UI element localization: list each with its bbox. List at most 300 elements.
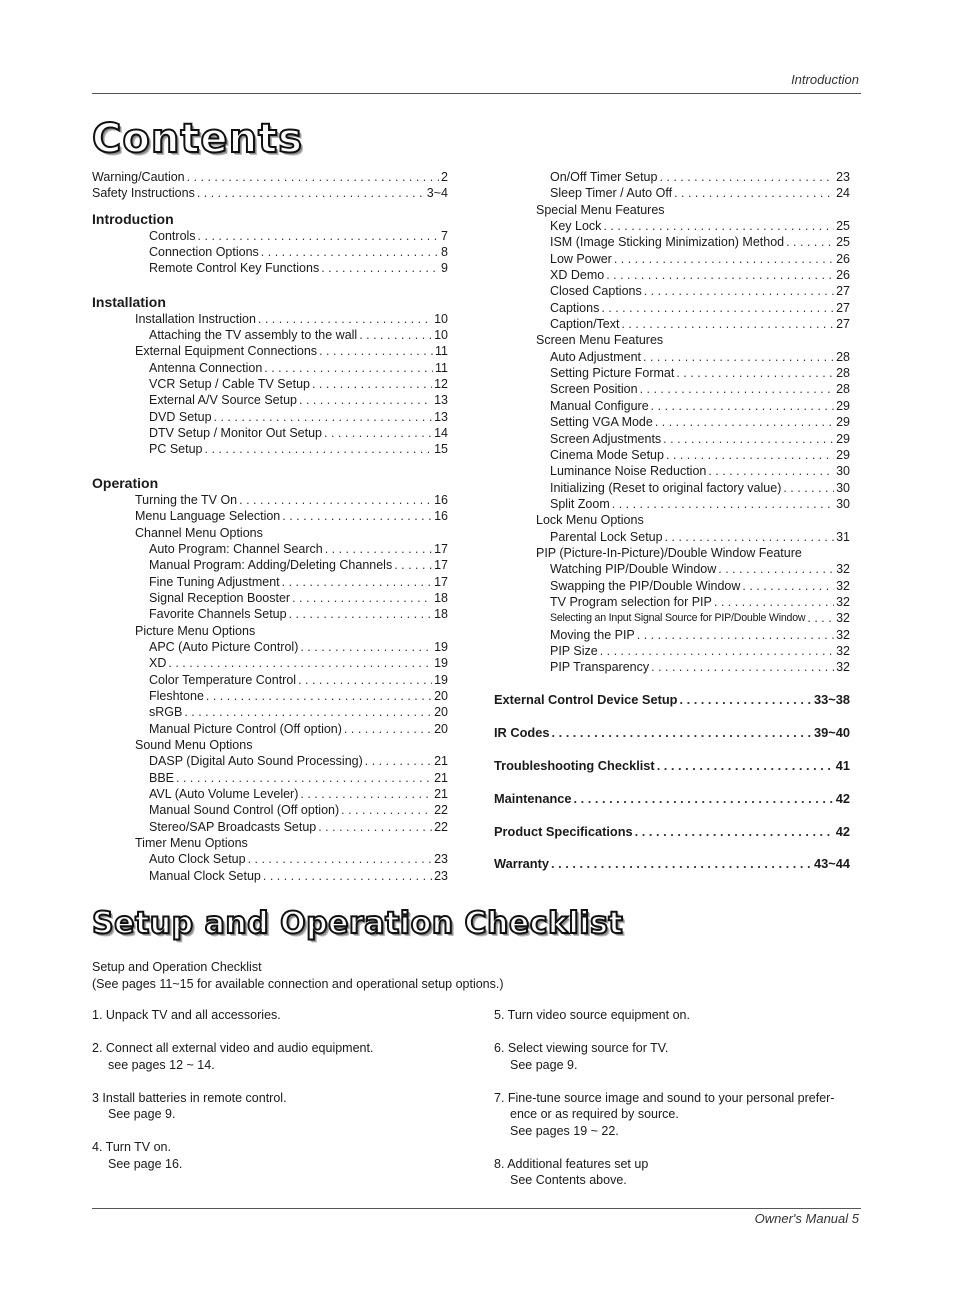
toc-entry: [494, 480, 850, 496]
dot-leader: [312, 376, 432, 392]
checklist-step-text: 2. Connect all external video and audio equipment.: [92, 1041, 374, 1055]
dot-leader: [198, 228, 440, 244]
toc-main-section: [494, 758, 850, 774]
toc-entry: [92, 541, 448, 557]
toc-entry: [92, 525, 448, 541]
toc-entry: [494, 349, 850, 365]
dot-leader: [651, 659, 834, 675]
dot-leader: [324, 425, 432, 441]
toc-entry-page: 28: [836, 382, 850, 397]
dot-leader: [282, 574, 432, 590]
toc-entry: [92, 343, 448, 359]
dot-leader: [298, 672, 432, 688]
toc-entry-page: 27: [836, 317, 850, 332]
dot-leader: [300, 639, 432, 655]
toc-entry-page: 15: [434, 442, 448, 457]
toc-entry-label: Menu Language Selection: [135, 509, 281, 524]
dot-leader: [282, 508, 432, 524]
toc-entry-page: 28: [836, 366, 850, 381]
dot-leader: [214, 409, 433, 425]
toc-entry-label: Picture Menu Options: [135, 623, 256, 638]
toc-entry-page: 29: [836, 415, 850, 430]
toc-entry-label: Parental Lock Setup: [550, 529, 663, 544]
toc-entry-page: 32: [836, 578, 850, 593]
toc-entry-page: 42: [835, 790, 850, 806]
dot-leader: [300, 786, 432, 802]
toc-entry-page: 19: [434, 656, 448, 671]
toc-entry-label: Sleep Timer / Auto Off: [550, 186, 673, 201]
toc-entry-label: Signal Reception Booster: [149, 590, 291, 605]
toc-entry-label: DVD Setup: [149, 409, 212, 424]
toc-entry: [494, 332, 850, 348]
checklist-step-note: See page 9.: [108, 1107, 176, 1121]
toc-section-heading: Installation: [92, 293, 166, 310]
toc-entry: [494, 643, 850, 659]
dot-leader: [714, 594, 834, 610]
toc-entry-label: sRGB: [149, 705, 183, 720]
toc-entry-label: XD: [149, 656, 167, 671]
toc-entry: [494, 202, 850, 218]
toc-entry-page: 21: [434, 787, 448, 801]
toc-entry-page: 2: [441, 170, 448, 184]
toc-entry-label: Controls: [149, 228, 196, 243]
toc-entry-page: 41: [835, 757, 850, 773]
checklist-step: [494, 1090, 864, 1140]
dot-leader: [574, 791, 834, 807]
toc-entry-label: VCR Setup / Cable TV Setup: [149, 377, 310, 392]
dot-leader: [640, 381, 835, 397]
toc-entry: [92, 688, 448, 704]
toc-section-heading: Operation: [92, 474, 159, 491]
dot-leader: [676, 365, 834, 381]
dot-leader: [708, 463, 834, 479]
toc-entry-label: Lock Menu Options: [536, 513, 644, 528]
dot-leader: [292, 590, 432, 606]
toc-entry-page: 17: [434, 541, 448, 556]
dot-leader: [205, 441, 433, 457]
dot-leader: [644, 283, 834, 299]
toc-entry: [92, 425, 448, 441]
dot-leader: [666, 447, 834, 463]
dot-leader: [807, 610, 834, 626]
toc-entry-page: 23: [434, 868, 448, 883]
checklist-step: [92, 1090, 452, 1123]
dot-leader: [742, 578, 834, 594]
dot-leader: [359, 327, 432, 343]
toc-entry-page: 32: [836, 660, 850, 675]
toc-entry: [494, 169, 850, 185]
toc-entry: [494, 529, 850, 545]
dot-leader: [786, 234, 834, 250]
checklist-step-note: ence or as required by source.: [510, 1107, 679, 1121]
toc-entry-page: 3~4: [426, 186, 448, 201]
toc-entry-page: 43~44: [814, 856, 850, 872]
toc-entry-page: 32: [836, 594, 850, 609]
toc-entry-label: BBE: [149, 770, 175, 785]
toc-entry-page: 25: [836, 219, 850, 234]
toc-main-section: [494, 824, 850, 840]
dot-leader: [635, 824, 834, 840]
toc-entry-label: On/Off Timer Setup: [550, 170, 658, 184]
toc-entry: [92, 228, 448, 244]
toc-entry-label: Manual Clock Setup: [149, 868, 261, 883]
toc-entry-page: 21: [434, 770, 448, 785]
toc-entry-page: 18: [434, 607, 448, 622]
dot-leader: [176, 770, 432, 786]
dot-leader: [657, 758, 834, 774]
toc-entry-page: 20: [434, 705, 448, 720]
dot-leader: [601, 300, 834, 316]
toc-entry-page: 39~40: [814, 725, 850, 740]
toc-entry: [92, 376, 448, 392]
toc-entry-label: AVL (Auto Volume Leveler): [149, 787, 299, 801]
toc-entry-page: 22: [434, 803, 448, 818]
dot-leader: [365, 753, 432, 769]
toc-entry: [92, 721, 448, 737]
dot-leader: [600, 643, 834, 659]
toc-entry-page: 12: [434, 377, 448, 392]
dot-leader: [289, 606, 433, 622]
dot-leader: [206, 688, 432, 704]
toc-entry-page: 18: [434, 590, 448, 605]
toc-entry-label: Warranty: [494, 856, 549, 872]
checklist-intro: [92, 959, 504, 992]
toc-entry-page: 32: [836, 643, 850, 658]
checklist-intro-line: Setup and Operation Checklist: [92, 960, 262, 974]
toc-entry: [92, 392, 448, 408]
toc-entry-page: 26: [836, 251, 850, 266]
toc-entry: [92, 557, 448, 573]
toc-entry: [92, 169, 448, 185]
checklist-step: [92, 1007, 452, 1024]
toc-entry: [494, 218, 850, 234]
toc-entry-label: Connection Options: [149, 245, 259, 260]
toc-entry-label: Screen Position: [550, 382, 638, 397]
dot-leader: [325, 541, 432, 557]
toc-entry: [494, 267, 850, 283]
toc-entry-page: 30: [836, 496, 850, 511]
toc-entry-label: PC Setup: [149, 442, 203, 457]
dot-leader: [606, 267, 834, 283]
toc-entry-label: Cinema Mode Setup: [550, 447, 664, 462]
toc-entry: [494, 365, 850, 381]
toc-entry-page: 20: [434, 688, 448, 703]
toc-entry-label: Warning/Caution: [92, 170, 185, 184]
checklist-step-note: see pages 12 ~ 14.: [108, 1057, 215, 1072]
checklist-step-text: 4. Turn TV on.: [92, 1140, 171, 1154]
toc-entry-label: PIP Size: [550, 643, 598, 658]
toc-entry: [92, 185, 448, 201]
checklist-step: [494, 1040, 864, 1073]
toc-entry: [92, 327, 448, 343]
toc-entry-label: IR Codes: [494, 725, 550, 740]
checklist-step-note: See page 9.: [510, 1057, 578, 1072]
toc-entry: [494, 414, 850, 430]
toc-entry-label: Manual Program: Adding/Deleting Channels: [149, 558, 393, 573]
toc-entry-page: 11: [435, 344, 448, 359]
toc-entry-label: Stereo/SAP Broadcasts Setup: [149, 819, 317, 834]
toc-entry: [494, 316, 850, 332]
toc-entry-page: 16: [434, 492, 448, 507]
toc-entry-page: 32: [836, 627, 850, 642]
dot-leader: [319, 343, 433, 359]
checklist-step-text: 1. Unpack TV and all accessories.: [92, 1008, 281, 1022]
toc-entry-page: 22: [434, 819, 448, 834]
toc-entry-page: 24: [836, 186, 850, 201]
toc-entry-page: 26: [836, 268, 850, 283]
toc-entry-label: External Equipment Connections: [135, 344, 318, 359]
toc-entry-page: 31: [836, 529, 850, 544]
toc-entry-label: Setting Picture Format: [550, 366, 675, 381]
toc-entry: [92, 606, 448, 622]
toc-entry-page: 10: [434, 311, 448, 326]
dot-leader: [655, 414, 834, 430]
checklist-step-text: 7. Fine-tune source image and sound to your personal prefer-: [494, 1090, 835, 1105]
toc-entry-label: Sound Menu Options: [135, 737, 253, 752]
toc-entry-page: 30: [836, 480, 850, 495]
toc-entry: [494, 659, 850, 675]
toc-entry-label: Remote Control Key Functions: [149, 261, 320, 276]
footer-rule: [92, 1208, 861, 1209]
dot-leader: [263, 868, 432, 884]
dot-leader: [321, 260, 439, 276]
toc-entry-label: Channel Menu Options: [135, 525, 263, 540]
dot-leader: [612, 496, 834, 512]
toc-entry-label: ISM (Image Sticking Minimization) Method: [550, 235, 785, 250]
toc-entry: [92, 655, 448, 671]
toc-entry: [494, 610, 850, 626]
toc-entry-label: Favorite Channels Setup: [149, 607, 287, 622]
toc-entry-label: Installation Instruction: [135, 311, 256, 326]
dot-leader: [603, 218, 834, 234]
toc-entry: [494, 545, 850, 561]
dot-leader: [665, 529, 835, 545]
toc-entry: [494, 251, 850, 267]
toc-entry-page: 13: [434, 409, 448, 424]
toc-entry-label: Setting VGA Mode: [550, 415, 653, 430]
dot-leader: [643, 349, 834, 365]
toc-entry-label: Captions: [550, 300, 600, 315]
toc-entry-label: Timer Menu Options: [135, 836, 248, 851]
toc-entry-page: 25: [836, 235, 850, 250]
toc-entry-label: Split Zoom: [550, 496, 610, 511]
toc-entry-page: 29: [836, 431, 850, 446]
toc-entry-label: External A/V Source Setup: [149, 393, 298, 408]
checklist-title: Setup and Operation Checklist: [92, 906, 624, 941]
toc-entry-label: Moving the PIP: [550, 627, 635, 642]
dot-leader: [394, 557, 432, 573]
toc-entry-label: Troubleshooting Checklist: [494, 757, 655, 773]
toc-entry: [92, 441, 448, 457]
toc-entry-label: Screen Menu Features: [536, 333, 664, 348]
checklist-step-text: 5. Turn video source equipment on.: [494, 1008, 690, 1022]
toc-entry-page: 20: [434, 721, 448, 736]
toc-entry-label: Special Menu Features: [536, 202, 665, 217]
toc-entry: [92, 639, 448, 655]
toc-entry: [494, 594, 850, 610]
dot-leader: [614, 251, 834, 267]
dot-leader: [299, 392, 432, 408]
toc-entry-label: Initializing (Reset to original factory value): [550, 480, 782, 495]
toc-entry: [92, 492, 448, 508]
toc-entry: [92, 786, 448, 802]
toc-entry: [494, 431, 850, 447]
toc-entry-label: Watching PIP/Double Window: [550, 562, 717, 577]
toc-entry-label: DTV Setup / Monitor Out Setup: [149, 426, 322, 441]
toc-entry-label: Maintenance: [494, 790, 572, 806]
dot-leader: [341, 802, 432, 818]
toc-entry: [92, 704, 448, 720]
dot-leader: [551, 725, 812, 741]
toc-entry-label: External Control Device Setup: [494, 692, 678, 708]
toc-entry-page: 27: [836, 284, 850, 299]
dot-leader: [663, 431, 834, 447]
dot-leader: [551, 856, 812, 872]
toc-entry: [92, 244, 448, 260]
toc-entry: [494, 496, 850, 512]
toc-entry-page: 19: [434, 672, 448, 687]
toc-entry-page: 11: [435, 360, 448, 375]
toc-entry: [92, 409, 448, 425]
checklist-left-column: [92, 1007, 452, 1189]
toc-entry-page: 23: [434, 852, 448, 867]
toc-entry-label: Fine Tuning Adjustment: [149, 574, 280, 589]
toc-entry-page: 33~38: [814, 692, 850, 708]
toc-entry-page: 7: [441, 228, 448, 243]
checklist-step-note: See Contents above.: [510, 1173, 627, 1187]
dot-leader: [261, 244, 439, 260]
dot-leader: [659, 169, 834, 185]
dot-leader: [264, 360, 433, 376]
toc-entry-label: Closed Captions: [550, 284, 642, 299]
toc-entry-page: 23: [836, 170, 850, 184]
toc-entry-page: 30: [836, 464, 850, 479]
toc-section-heading: Introduction: [92, 210, 174, 227]
toc-entry: [92, 672, 448, 688]
toc-main-section: [494, 791, 850, 807]
toc-entry: [92, 737, 448, 753]
toc-entry-page: 28: [836, 349, 850, 364]
toc-entry: [494, 381, 850, 397]
dot-leader: [679, 692, 812, 708]
toc-entry-page: 19: [434, 639, 448, 654]
section-tag: Introduction: [791, 72, 859, 87]
dot-leader: [637, 627, 834, 643]
toc-left-column: [92, 169, 448, 884]
checklist-step-note: See pages 19 ~ 22.: [510, 1123, 619, 1138]
toc-entry-page: 9: [441, 261, 448, 276]
toc-main-section: [494, 692, 850, 708]
toc-entry: [494, 185, 850, 201]
toc-entry: [92, 574, 448, 590]
page-footer: Owner's Manual 5: [754, 1211, 859, 1226]
checklist-step: [92, 1139, 452, 1172]
toc-entry: [494, 398, 850, 414]
toc-entry-label: PIP Transparency: [550, 660, 650, 675]
toc-main-section: [494, 856, 850, 872]
toc-entry-page: 10: [434, 328, 448, 343]
toc-entry-page: 16: [434, 509, 448, 524]
toc-entry-label: Auto Program: Channel Search: [149, 541, 323, 556]
toc-entry: [92, 260, 448, 276]
toc-entry-label: Turning the TV On: [135, 492, 238, 507]
toc-entry: [494, 447, 850, 463]
toc-entry-label: Auto Clock Setup: [149, 852, 246, 867]
checklist-step-text: 6. Select viewing source for TV.: [494, 1041, 669, 1055]
toc-entry-label: DASP (Digital Auto Sound Processing): [149, 754, 363, 769]
toc-entry: [92, 623, 448, 639]
toc-entry: [494, 300, 850, 316]
toc-entry: [92, 590, 448, 606]
dot-leader: [258, 311, 432, 327]
toc-entry: [494, 627, 850, 643]
toc-entry-page: 13: [434, 393, 448, 408]
dot-leader: [197, 185, 425, 201]
toc-entry: [92, 311, 448, 327]
toc-entry-page: 17: [434, 558, 448, 573]
toc-entry-label: Safety Instructions: [92, 186, 195, 201]
toc-entry-page: 21: [434, 754, 448, 769]
dot-leader: [168, 655, 432, 671]
toc-entry: [494, 512, 850, 528]
dot-leader: [621, 316, 834, 332]
toc-entry: [494, 283, 850, 299]
toc-entry-label: Manual Configure: [550, 398, 649, 413]
toc-entry-label: Color Temperature Control: [149, 672, 297, 687]
header-rule: [92, 93, 861, 94]
checklist-step: [494, 1007, 864, 1024]
toc-entry-label: Screen Adjustments: [550, 431, 662, 446]
dot-leader: [783, 480, 834, 496]
checklist-step: [494, 1156, 864, 1189]
toc-entry: [92, 835, 448, 851]
toc-entry: [92, 851, 448, 867]
checklist-step-note: See page 16.: [108, 1156, 183, 1171]
dot-leader: [187, 169, 439, 185]
dot-leader: [184, 704, 432, 720]
dot-leader: [344, 721, 432, 737]
contents-title: Contents: [92, 116, 303, 162]
toc-entry-label: PIP (Picture-In-Picture)/Double Window Feature: [536, 545, 802, 560]
toc-entry: [494, 463, 850, 479]
toc-entry-label: Attaching the TV assembly to the wall: [149, 328, 358, 343]
toc-entry-label: Product Specifications: [494, 823, 633, 839]
toc-entry-label: Manual Picture Control (Off option): [149, 721, 342, 736]
toc-entry: [92, 819, 448, 835]
toc-entry: [92, 868, 448, 884]
checklist-step-text: 8. Additional features set up: [494, 1156, 649, 1171]
toc-entry-label: APC (Auto Picture Control): [149, 639, 299, 654]
toc-entry-label: Fleshtone: [149, 688, 204, 703]
toc-entry-label: Auto Adjustment: [550, 349, 642, 364]
toc-entry: [494, 234, 850, 250]
toc-entry: [494, 561, 850, 577]
toc-entry: [92, 508, 448, 524]
toc-entry-label: Caption/Text: [550, 317, 620, 332]
toc-entry: [92, 802, 448, 818]
toc-entry: [92, 360, 448, 376]
dot-leader: [674, 185, 834, 201]
toc-entry: [494, 578, 850, 594]
checklist-step: [92, 1040, 452, 1073]
toc-entry-label: Low Power: [550, 251, 612, 266]
checklist-right-column: [494, 1007, 864, 1205]
checklist-step-text: 3 Install batteries in remote control.: [92, 1090, 287, 1105]
toc-entry-label: Key Lock: [550, 219, 602, 234]
toc-entry-label: Luminance Noise Reduction: [550, 464, 707, 479]
dot-leader: [248, 851, 433, 867]
dot-leader: [651, 398, 834, 414]
